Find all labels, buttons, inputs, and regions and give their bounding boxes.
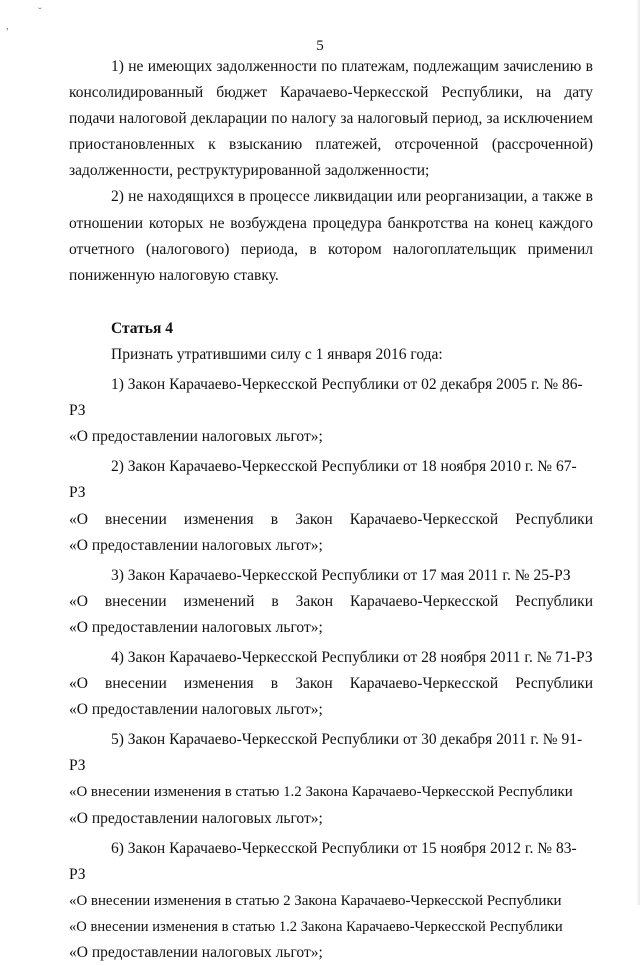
law-title: «О внесении изменения в статью 1.2 Закона Карачаево-Черкесской Республики bbox=[69, 784, 573, 801]
law-title: «О внесении изменения в Закон Карачаево-Черкесской Республики bbox=[69, 675, 593, 693]
spacer bbox=[69, 289, 593, 316]
law-reference: 2) Закон Карачаево-Черкесской Республики от 18 ноября 2010 г. № 67-РЗ bbox=[69, 458, 577, 502]
law-title: «О предоставлении налоговых льгот»; bbox=[69, 428, 323, 446]
article-title: Статья 4 bbox=[111, 319, 173, 337]
law-reference: 5) Закон Карачаево-Черкесской Республики от 30 декабря 2011 г. № 91-РЗ bbox=[69, 731, 583, 775]
law-title-continuation: «О предоставлении налоговых льгот»; bbox=[69, 536, 323, 554]
paragraph-condition-1: 1) не имеющих задолженности по платежам, подлежащим зачислению в консолидированный бюджет Карачаево-Черкесской Республики, на дату подачи налоговой декларации по налогу за налоговый период, за исключением приостановленных к взысканию платежей, отсроченной (рассроченной) задолженности, реструктурированной задолженности; bbox=[69, 58, 593, 180]
page-number: 5 bbox=[316, 38, 324, 54]
law-reference: 6) Закон Карачаево-Черкесской Республики от 15 ноября 2012 г. № 83-РЗ bbox=[69, 839, 577, 883]
scan-artifact-mark: , bbox=[6, 20, 9, 32]
law-title-continuation: «О предоставлении налоговых льгот»; bbox=[69, 944, 323, 961]
law-reference: 3) Закон Карачаево-Черкесской Республики от 17 мая 2011 г. № 25-РЗ bbox=[111, 566, 571, 584]
list-item bbox=[69, 454, 593, 558]
law-title-continuation: «О предоставлении налоговых льгот»; bbox=[69, 618, 323, 636]
list-item bbox=[69, 836, 593, 966]
law-reference: 1) Закон Карачаево-Черкесской Республики от 02 декабря 2005 г. № 86-РЗ bbox=[69, 376, 583, 420]
article-intro: Признать утратившими силу с 1 января 2016 года: bbox=[111, 345, 443, 363]
law-title: «О внесении изменения в статью 2 Закона Карачаево-Черкесской Республики bbox=[69, 892, 562, 909]
scan-edge-shadow bbox=[636, 0, 640, 905]
list-item bbox=[69, 727, 593, 831]
law-title: «О внесении изменений в Закон Карачаево-Черкесской Республики bbox=[69, 592, 593, 610]
law-title-continuation: «О предоставлении налоговых льгот»; bbox=[69, 809, 323, 827]
paragraph-condition-2: 2) не находящихся в процессе ликвидации или реорганизации, а также в отношении которых не возбуждена процедура банкротства на конец каждого отчетного (налогового) периода, в котором налогоплательщик применил пониженную налоговую ставку. bbox=[69, 188, 593, 284]
list-item bbox=[69, 563, 593, 641]
law-reference: 4) Закон Карачаево-Черкесской Республики от 28 ноября 2011 г. № 71-РЗ bbox=[111, 648, 593, 666]
scan-artifact-mark: ˇ bbox=[38, 6, 42, 18]
law-title: «О внесении изменения в Закон Карачаево-Черкесской Республики bbox=[69, 510, 593, 528]
list-item bbox=[69, 372, 593, 450]
document-body bbox=[69, 54, 593, 966]
law-title-continuation: «О предоставлении налоговых льгот»; bbox=[69, 701, 323, 719]
list-item bbox=[69, 645, 593, 723]
law-title: «О внесении изменения в статью 1.2 Закона Карачаево-Черкесской Республики bbox=[69, 918, 563, 935]
